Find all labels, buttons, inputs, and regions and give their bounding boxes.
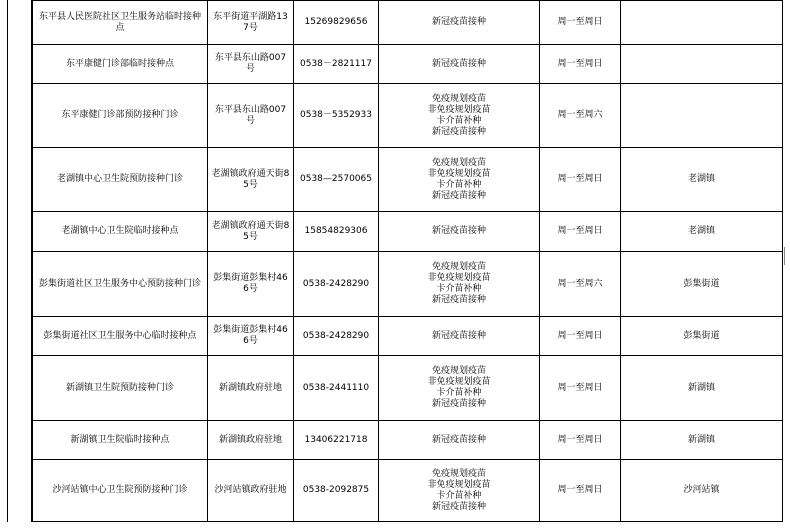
service-hours-cell: 周一至周日 — [540, 356, 621, 421]
phone-cell: 13406221718 — [294, 421, 379, 460]
site-name-cell: 东平县人民医院社区卫生服务站临时接种点 — [33, 1, 208, 45]
service-hours-cell: 周一至周日 — [540, 460, 621, 522]
vaccine-types-cell — [379, 148, 540, 212]
vaccine-type-item: 新冠疫苗接种 — [431, 58, 486, 69]
area-cell — [621, 1, 783, 45]
vaccine-type-item: 非免疫规划疫苗 — [427, 104, 491, 115]
site-name-cell: 老湖镇中心卫生院临时接种点 — [33, 212, 208, 252]
phone-cell: 0538－2821117 — [294, 45, 379, 84]
vaccine-type-item: 新冠疫苗接种 — [431, 226, 486, 236]
vaccine-types-cell — [379, 356, 540, 421]
phone-cell: 0538—2570065 — [294, 148, 379, 212]
table-row — [33, 317, 783, 356]
service-hours-cell: 周一至周日 — [540, 212, 621, 252]
table-row — [33, 421, 783, 460]
vaccine-type-item: 卡介苗补种 — [436, 179, 482, 190]
service-hours-cell: 周一至周日 — [540, 1, 621, 45]
vaccine-type-item: 非免疫规划疫苗 — [427, 273, 491, 283]
phone-cell: 15269829656 — [294, 1, 379, 45]
vaccine-type-item: 新冠疫苗接种 — [431, 434, 486, 445]
vaccine-type-item: 卡介苗补种 — [436, 388, 482, 398]
service-hours-cell: 周一至周日 — [540, 421, 621, 460]
vaccine-type-item: 新冠疫苗接种 — [431, 295, 486, 305]
phone-cell: 0538-2428290 — [294, 317, 379, 356]
vaccine-type-item: 新冠疫苗接种 — [431, 399, 486, 409]
phone-cell: 15854829306 — [294, 212, 379, 252]
site-name-cell: 彭集街道社区卫生服务中心预防接种门诊 — [33, 252, 208, 317]
address-cell: 沙河站镇政府驻地 — [208, 460, 294, 522]
area-cell: 彭集街道 — [621, 252, 783, 317]
vaccine-type-item: 新冠疫苗接种 — [431, 330, 486, 341]
address-cell: 东平县东山路007号 — [208, 45, 294, 84]
table-row — [33, 212, 783, 252]
site-name-cell: 新湖镇卫生院预防接种门诊 — [33, 356, 208, 421]
vaccine-type-item: 卡介苗补种 — [436, 284, 482, 294]
service-hours-cell: 周一至周六 — [540, 252, 621, 317]
vaccine-type-item: 免疫规划疫苗 — [431, 468, 486, 479]
vaccine-type-item: 非免疫规划疫苗 — [427, 168, 491, 179]
vaccine-type-item: 非免疫规划疫苗 — [427, 377, 491, 387]
phone-cell: 0538－5352933 — [294, 84, 379, 148]
table-row — [33, 460, 783, 522]
vaccine-type-item: 卡介苗补种 — [436, 490, 482, 501]
vaccine-type-item: 新冠疫苗接种 — [431, 501, 486, 512]
address-cell: 新湖镇政府驻地 — [208, 356, 294, 421]
address-cell: 彭集街道彭集村466号 — [208, 317, 294, 356]
table-row — [33, 1, 783, 45]
table-row — [33, 356, 783, 421]
vaccine-types-cell — [379, 84, 540, 148]
address-cell: 新湖镇政府驻地 — [208, 421, 294, 460]
left-margin-column — [7, 0, 32, 522]
table-body — [33, 1, 783, 522]
vaccine-type-item: 免疫规划疫苗 — [431, 157, 486, 168]
area-cell — [621, 84, 783, 148]
vaccine-type-item: 新冠疫苗接种 — [431, 126, 486, 137]
vaccine-types-cell — [379, 421, 540, 460]
area-cell: 老湖镇 — [621, 148, 783, 212]
phone-cell: 0538-2092875 — [294, 460, 379, 522]
area-cell: 沙河站镇 — [621, 460, 783, 522]
site-name-cell: 东平康健门诊部预防接种门诊 — [33, 84, 208, 148]
address-cell: 彭集街道彭集村466号 — [208, 252, 294, 317]
table-row — [33, 84, 783, 148]
area-cell: 新湖镇 — [621, 421, 783, 460]
vaccine-type-item: 新冠疫苗接种 — [431, 17, 486, 27]
table-row — [33, 45, 783, 84]
address-cell: 东平县东山路007号 — [208, 84, 294, 148]
vaccination-sites-table — [32, 0, 783, 522]
area-cell: 彭集街道 — [621, 317, 783, 356]
service-hours-cell: 周一至周日 — [540, 317, 621, 356]
phone-cell: 0538-2428290 — [294, 252, 379, 317]
vaccine-type-item: 非免疫规划疫苗 — [427, 479, 491, 490]
area-cell: 老湖镇 — [621, 212, 783, 252]
site-name-cell: 老湖镇中心卫生院预防接种门诊 — [33, 148, 208, 212]
service-hours-cell: 周一至周日 — [540, 148, 621, 212]
vaccine-types-cell — [379, 252, 540, 317]
vaccine-type-item: 免疫规划疫苗 — [431, 93, 486, 104]
service-hours-cell: 周一至周日 — [540, 45, 621, 84]
vaccine-type-item: 免疫规划疫苗 — [431, 262, 486, 272]
service-hours-cell: 周一至周六 — [540, 84, 621, 148]
address-cell: 东平街道平湖路137号 — [208, 1, 294, 45]
address-cell: 老湖镇政府通天街85号 — [208, 212, 294, 252]
vaccine-types-cell — [379, 317, 540, 356]
area-cell: 新湖镇 — [621, 356, 783, 421]
address-cell: 老湖镇政府通天街85号 — [208, 148, 294, 212]
table-row — [33, 252, 783, 317]
site-name-cell: 东平康健门诊部临时接种点 — [33, 45, 208, 84]
page-edge-mark — [784, 247, 785, 265]
vaccine-type-item: 新冠疫苗接种 — [431, 190, 486, 201]
vaccine-types-cell — [379, 1, 540, 45]
area-cell — [621, 45, 783, 84]
site-name-cell: 新湖镇卫生院临时接种点 — [33, 421, 208, 460]
vaccine-type-item: 卡介苗补种 — [436, 115, 482, 126]
vaccine-types-cell — [379, 45, 540, 84]
table-row — [33, 148, 783, 212]
vaccine-type-item: 免疫规划疫苗 — [431, 366, 486, 376]
vaccine-types-cell — [379, 212, 540, 252]
site-name-cell: 沙河站镇中心卫生院预防接种门诊 — [33, 460, 208, 522]
site-name-cell: 彭集街道社区卫生服务中心临时接种点 — [33, 317, 208, 356]
phone-cell: 0538-2441110 — [294, 356, 379, 421]
vaccine-types-cell — [379, 460, 540, 522]
